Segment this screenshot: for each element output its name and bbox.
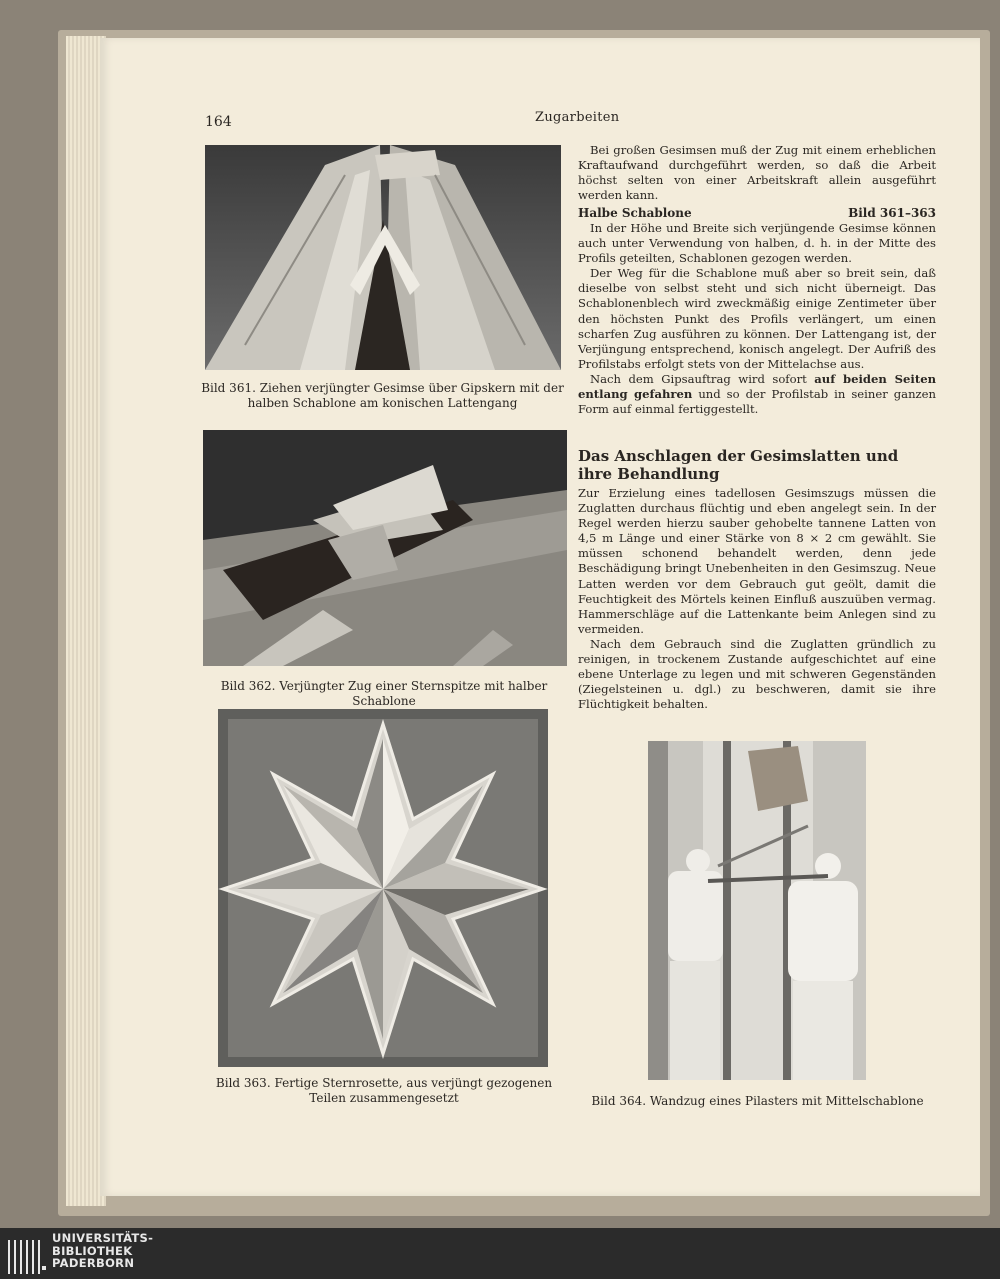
library-name bbox=[52, 1232, 153, 1270]
library-footer bbox=[0, 1228, 1000, 1279]
running-head: Zugarbeiten bbox=[535, 110, 620, 125]
figure-363-caption: Bild 363. Fertige Sternrosette, aus verjüngt gezogenen Teilen zusammengesetzt bbox=[215, 1076, 553, 1105]
library-name-line: BIBLIOTHEK bbox=[52, 1243, 133, 1258]
figure-364-caption: Bild 364. Wandzug eines Pilasters mit Mittelschablone bbox=[591, 1094, 924, 1108]
paragraph-text: und so der Profilstab in seiner ganzen Form auf einmal fertiggestellt. bbox=[578, 387, 936, 417]
section-gesimslatten-heading: Das Anschlagen der Gesimslatten und ihre Behandlung bbox=[578, 447, 899, 483]
paragraph: Der Weg für die Schablone muß aber so breit sein, daß dieselbe von selbst steht und sich nicht überneigt. Das Schablonenblech wird zweckmäßig einige Zentimeter über den höchsten Punkt des Profils verlängert, um einen scharfen Zug ausführen zu können. Der Lattengang ist, der Verjüngung entsprechend, konisch angelegt. Der Aufriß des Profilstabs erfolgt stets von der Mittelachse aus. bbox=[578, 266, 936, 371]
figure-364-photo bbox=[648, 741, 866, 1080]
paragraph-text: Nach dem Gipsauftrag wird sofort bbox=[590, 371, 815, 386]
bold-phrase: auf beiden Seiten entlang gefahren bbox=[578, 371, 936, 402]
figure-362-caption: Bild 362. Verjüngter Zug einer Sternspitze mit halber Schablone bbox=[220, 679, 548, 708]
figure-reference: Bild 361–363 bbox=[848, 206, 936, 220]
library-name-line: PADERBORN bbox=[52, 1256, 135, 1270]
section-title: Halbe Schablone bbox=[578, 206, 692, 220]
figure-362-photo bbox=[203, 430, 567, 666]
figure-361-photo bbox=[205, 145, 561, 370]
library-logo-icon bbox=[6, 1236, 46, 1274]
figure-361-caption: Bild 361. Ziehen verjüngter Gesimse über Gipskern mit der halben Schablone am konischen Lattengang bbox=[201, 381, 564, 410]
paragraph: Nach dem Gebrauch sind die Zuglatten gründlich zu reinigen, in trockenem Zustande aufgeschichtet auf eine ebene Unterlage zu legen und mit schweren Gegenständen (Ziegelsteinen u. dgl.) zu beschweren, damit sie ihre Flüchtigkeit behalten. bbox=[578, 636, 936, 712]
paragraph: In der Höhe und Breite sich verjüngende Gesimse können auch unter Verwendung von halben, d. h. in der Mitte des Profils geteilten, Schablonen gezogen werden. bbox=[578, 221, 936, 266]
page-number: 164 bbox=[205, 114, 232, 130]
section-halbe-schablone-body bbox=[578, 221, 936, 417]
library-name-line: UNIVERSITÄTS- bbox=[52, 1231, 154, 1245]
paragraph bbox=[578, 372, 936, 417]
intro-text: Bei großen Gesimsen muß der Zug mit einem erheblichen Kraftaufwand durchgeführt werden, so daß die Arbeit höchst selten von einer Arbeitskraft allein ausgeführt werden kann. bbox=[578, 143, 936, 203]
section-gesimslatten-body bbox=[578, 486, 936, 712]
section-halbe-schablone-heading bbox=[578, 206, 936, 220]
figure-363-photo bbox=[218, 709, 548, 1067]
intro-paragraph bbox=[578, 143, 936, 203]
paragraph: Zur Erzielung eines tadellosen Gesimszugs müssen die Zuglatten durchaus flüchtig und eben angelegt sein. In der Regel werden hierzu sauber gehobelte tannene Latten von 4,5 m Länge und einer Stärke von 8 × 2 cm gewählt. Sie müssen schonend behandelt werden, denn jede Beschädigung bringt Unebenheiten in den Gesimszug. Neue Latten werden vor dem Gebrauch gut geölt, damit die Feuchtigkeit des Mörtels keinen Einfluß auszuüben vermag. Hammerschläge auf die Lattenkante beim Anlegen sind zu vermeiden. bbox=[578, 486, 936, 636]
